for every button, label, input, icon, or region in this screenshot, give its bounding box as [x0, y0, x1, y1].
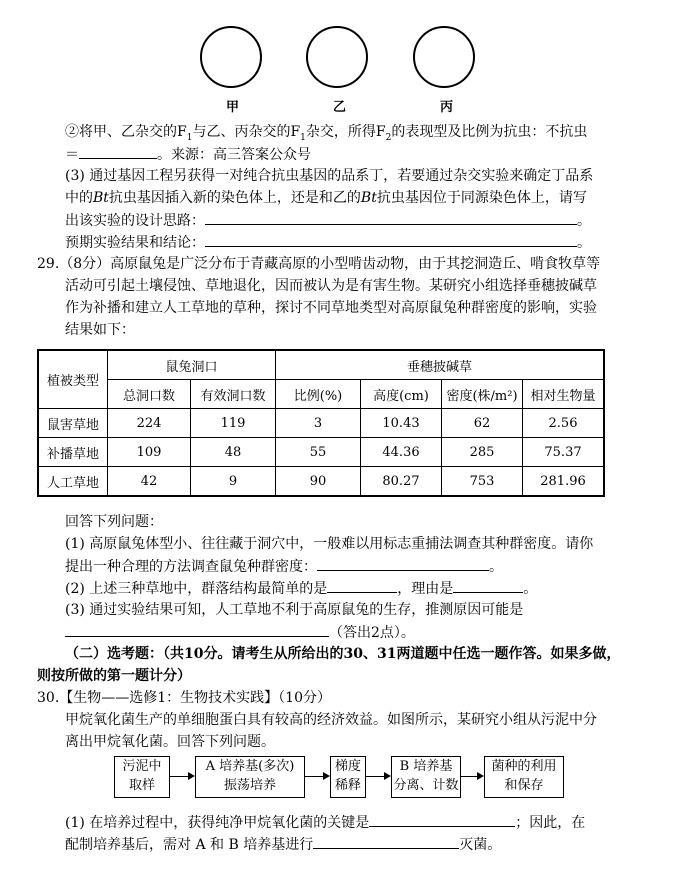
header-hole: 鼠兔洞口 — [108, 350, 276, 380]
row-name: 人工草地 — [38, 467, 108, 497]
label-jia: 甲 — [226, 100, 240, 115]
q29-line2: 活动可引起土壤侵蚀、草地退化，因而被认为是有害生物。某研究小组选择垂穗披碱草 — [65, 278, 597, 294]
cell: 90 — [276, 467, 361, 497]
flow-text: A 培养基(多次) — [205, 759, 295, 774]
flow-text: 梯度 — [334, 759, 361, 774]
q28-line2: ＝ 。来源：高三答案公众号 — [65, 144, 311, 165]
header-grass: 垂穗披碱草 — [276, 350, 605, 380]
q28-line6: 预期实验结果和结论： 。 — [65, 232, 591, 253]
cell: 119 — [191, 409, 276, 438]
flow-step-use — [484, 756, 564, 798]
cell: 109 — [108, 438, 191, 467]
q29-line4: 结果如下： — [65, 322, 135, 338]
answer-blank[interactable] — [453, 578, 523, 593]
table-header-row — [38, 350, 604, 380]
cell: 80.27 — [361, 467, 442, 497]
cell: 62 — [442, 409, 523, 438]
answer-blank[interactable] — [317, 556, 489, 571]
section2-line1: （二）选考题：（共10分。请考生从所给出的30、31两道题中任选一题作答。如果多做， — [65, 646, 621, 662]
subheader: 密度(株/m²) — [442, 380, 523, 409]
flow-text: 取样 — [128, 778, 155, 793]
data-table — [37, 349, 605, 497]
table-row — [38, 409, 604, 438]
flow-arrow — [460, 776, 482, 777]
subheader: 总洞口数 — [108, 380, 191, 409]
answers-line2: 提出一种合理的方法调查鼠兔种群密度： 。 — [65, 556, 503, 577]
answers-line4: (3) 通过实验结果可知，人工草地不利于高原鼠兔的生存，推测原因可能是 — [65, 602, 524, 618]
q29-line1: 29.（8分）高原鼠兔是广泛分布于青藏高原的小型啃齿动物，由于其挖洞造丘、啃食牧草等 — [37, 256, 601, 272]
flow-text: 分离、计数 — [393, 778, 459, 793]
q30-q1-line2: 配制培养基后，需对 A 和 B 培养基进行 灭菌。 — [65, 834, 501, 855]
flow-step-sampling — [114, 756, 170, 798]
q30-title: 30.【生物——选修1：生物技术实践】（10分） — [37, 690, 331, 706]
flow-step-dilution — [330, 756, 366, 798]
flow-arrow — [365, 776, 389, 777]
table-row — [38, 467, 604, 497]
cell: 9 — [191, 467, 276, 497]
answer-blank[interactable] — [65, 622, 329, 637]
table-subheader-row — [38, 380, 604, 409]
answer-blank[interactable] — [313, 834, 459, 849]
subheader: 比例(%) — [276, 380, 361, 409]
q29-line3: 作为补播和建立人工草地的草种，探讨不同草地类型对高原鼠兔种群密度的影响，实验 — [65, 300, 597, 316]
circle-jia — [200, 26, 262, 88]
header-veg: 植被类型 — [38, 350, 108, 409]
answer-blank[interactable] — [205, 232, 577, 247]
answer-blank[interactable] — [327, 578, 397, 593]
cell: 285 — [442, 438, 523, 467]
q28-line5: 出该实验的设计思路： 。 — [65, 210, 591, 231]
subheader: 相对生物量 — [523, 380, 605, 409]
circle-yi — [306, 26, 368, 88]
answer-blank[interactable] — [205, 210, 577, 225]
circle-bing — [413, 26, 475, 88]
label-yi: 乙 — [333, 100, 347, 115]
cell: 224 — [108, 409, 191, 438]
subheader: 有效洞口数 — [191, 380, 276, 409]
cell: 2.56 — [523, 409, 605, 438]
flow-arrow — [304, 776, 328, 777]
subheader: 高度(cm) — [361, 380, 442, 409]
q28-line4: 中的Bt抗虫基因插入新的染色体上，还是和乙的Bt抗虫基因位于同源染色体上，请写 — [65, 190, 587, 206]
answer-blank[interactable] — [79, 144, 157, 159]
cell: 75.37 — [523, 438, 605, 467]
answers-intro: 回答下列问题： — [65, 514, 163, 530]
cell: 42 — [108, 467, 191, 497]
flow-text: 菌种的利用 — [491, 759, 557, 774]
flow-text: 稀释 — [334, 778, 361, 793]
answers-line3: (2) 上述三种草地中，群落结构最简单的是 ，理由是 。 — [65, 578, 537, 599]
row-name: 补播草地 — [38, 438, 108, 467]
cell: 281.96 — [523, 467, 605, 497]
q30-line2: 离出甲烷氧化菌。回答下列问题。 — [65, 734, 275, 750]
flow-text: 和保存 — [504, 778, 544, 793]
q30-line1: 甲烷氧化菌生产的单细胞蛋白具有较高的经济效益。如图所示，某研究小组从污泥中分 — [65, 712, 597, 728]
table-row — [38, 438, 604, 467]
answer-blank[interactable] — [369, 812, 515, 827]
section2-line2: 则按所做的第一题计分） — [37, 668, 191, 684]
flow-text: B 培养基 — [399, 759, 453, 774]
q28-line3: (3) 通过基因工程另获得一对纯合抗虫基因的品系丁，若要通过杂交实验来确定丁品系 — [65, 168, 594, 184]
q28-line1: ②将甲、乙杂交的$F_1$与乙、丙杂交的$F_1$杂交，所得$F_2$的表现型及比例为抗虫：不抗虫 — [65, 124, 588, 143]
answers-line5: （答出2点）。 — [65, 622, 415, 643]
label-bing: 丙 — [440, 100, 454, 115]
cell: 55 — [276, 438, 361, 467]
cell: 10.43 — [361, 409, 442, 438]
cell: 44.36 — [361, 438, 442, 467]
cell: 753 — [442, 467, 523, 497]
flow-step-medium-b — [391, 756, 461, 798]
cell: 3 — [276, 409, 361, 438]
q30-q1-line1: (1) 在培养过程中，获得纯净甲烷氧化菌的关键是 ；因此，在 — [65, 812, 585, 833]
flow-arrow — [169, 776, 193, 777]
flow-text: 振荡培养 — [223, 778, 276, 793]
flow-text: 污泥中 — [122, 759, 162, 774]
row-name: 鼠害草地 — [38, 409, 108, 438]
cell: 48 — [191, 438, 276, 467]
answers-line1: (1) 高原鼠兔体型小、往往藏于洞穴中，一般难以用标志重捕法调查其种群密度。请你 — [65, 536, 594, 552]
flow-step-medium-a — [195, 756, 305, 798]
